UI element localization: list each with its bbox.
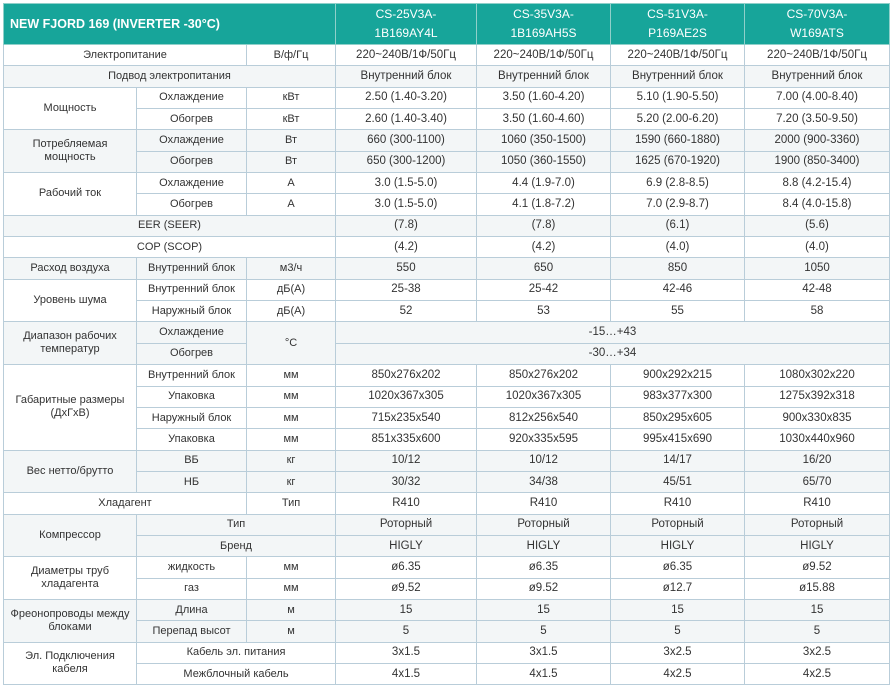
value-cell: (6.1) [611,215,745,236]
table-row [4,493,890,514]
table-row [4,514,890,535]
model-line2: P169AE2S [648,26,707,40]
table-row [4,386,890,407]
value-cell: 15 [611,599,745,620]
sub-label: Длина [137,599,247,620]
value-cell: 15 [477,599,611,620]
value-cell: 4x1.5 [336,663,477,684]
value-cell: 52 [336,301,477,322]
value-cell: 650 (300-1200) [336,151,477,172]
table-row [4,471,890,492]
row-label: EER (SEER) [4,215,336,236]
table-row [4,599,890,620]
row-label: Рабочий ток [4,173,137,216]
unit-cell: А [247,173,336,194]
sub-label: Обогрев [137,109,247,130]
value-cell: 1020x367x305 [477,386,611,407]
value-cell: 5 [745,621,890,642]
row-label: Габаритные размеры (ДхГхВ) [4,365,137,450]
table-row [4,173,890,194]
value-cell: 4x1.5 [477,663,611,684]
unit-cell: кг [247,450,336,471]
model-header [611,4,745,45]
value-cell: 850x295x605 [611,407,745,428]
table-row [4,66,890,87]
value-cell: 920x335x595 [477,429,611,450]
value-cell: 1080x302x220 [745,365,890,386]
value-cell: Роторный [611,514,745,535]
value-cell: 2.50 (1.40-3.20) [336,87,477,108]
table-row [4,215,890,236]
unit-cell: мм [247,407,336,428]
row-label: Потребляемая мощность [4,130,137,173]
value-cell: 4.4 (1.9-7.0) [477,173,611,194]
value-cell: 900x292x215 [611,365,745,386]
row-label: Эл. Подключения кабеля [4,642,137,685]
value-cell: 7.00 (4.00-8.40) [745,87,890,108]
value-cell: 220~240В/1Ф/50Гц [745,45,890,66]
value-cell: ø6.35 [477,557,611,578]
unit-cell: дБ(А) [247,301,336,322]
value-cell: (7.8) [336,215,477,236]
value-cell: 660 (300-1100) [336,130,477,151]
sub-label: НБ [137,471,247,492]
sub-label: Тип [137,514,336,535]
value-cell: Роторный [745,514,890,535]
row-label: Подвод электропитания [4,66,336,87]
row-label: Хладагент [4,493,247,514]
value-cell: 850x276x202 [336,365,477,386]
value-cell: 812x256x540 [477,407,611,428]
model-header [477,4,611,45]
table-row [4,130,890,151]
table-row [4,535,890,556]
value-cell: -15…+43 [336,322,890,343]
value-cell: 4x2.5 [745,663,890,684]
model-header [745,4,890,45]
row-label: Расход воздуха [4,258,137,279]
value-cell: HIGLY [477,535,611,556]
sub-label: Обогрев [137,151,247,172]
unit-cell: мм [247,557,336,578]
table-row [4,450,890,471]
table-row [4,407,890,428]
value-cell: 850 [611,258,745,279]
value-cell: R410 [745,493,890,514]
unit-cell: мм [247,578,336,599]
value-cell: R410 [336,493,477,514]
unit-cell: А [247,194,336,215]
value-cell: 1060 (350-1500) [477,130,611,151]
table-row [4,109,890,130]
value-cell: Внутренний блок [336,66,477,87]
value-cell: 15 [745,599,890,620]
unit-cell: м [247,621,336,642]
value-cell: 3x1.5 [477,642,611,663]
table-row [4,557,890,578]
value-cell: 995x415x690 [611,429,745,450]
sub-label: Бренд [137,535,336,556]
value-cell: 1275x392x318 [745,386,890,407]
model-line1: CS-51V3A- [647,7,708,21]
value-cell: 3x2.5 [611,642,745,663]
unit-cell: кг [247,471,336,492]
row-label: Вес нетто/брутто [4,450,137,493]
value-cell: ø6.35 [336,557,477,578]
value-cell: 715x235x540 [336,407,477,428]
unit-cell: В/ф/Гц [247,45,336,66]
value-cell: 15 [336,599,477,620]
table-row [4,279,890,300]
value-cell: 900x330x835 [745,407,890,428]
sub-label: Упаковка [137,429,247,450]
unit-cell: кВт [247,87,336,108]
model-line2: W169ATS [790,26,844,40]
value-cell: (5.6) [745,215,890,236]
table-row [4,343,890,364]
value-cell: 53 [477,301,611,322]
value-cell: ø12.7 [611,578,745,599]
value-cell: Внутренний блок [611,66,745,87]
value-cell: ø9.52 [745,557,890,578]
row-label: Электропитание [4,45,247,66]
value-cell: 220~240В/1Ф/50Гц [611,45,745,66]
value-cell: (4.2) [477,237,611,258]
table-row [4,663,890,684]
value-cell: 2.60 (1.40-3.40) [336,109,477,130]
unit-cell: мм [247,365,336,386]
value-cell: Внутренний блок [745,66,890,87]
model-header [336,4,477,45]
sub-label: Наружный блок [137,301,247,322]
table-row [4,151,890,172]
value-cell: HIGLY [336,535,477,556]
value-cell: 3.0 (1.5-5.0) [336,173,477,194]
value-cell: ø9.52 [336,578,477,599]
row-label: Фреонопроводы между блоками [4,599,137,642]
value-cell: 220~240В/1Ф/50Гц [336,45,477,66]
sub-label: Перепад высот [137,621,247,642]
spec-table [3,3,890,685]
value-cell: 42-46 [611,279,745,300]
value-cell: 983x377x300 [611,386,745,407]
value-cell: 34/38 [477,471,611,492]
value-cell: ø15.88 [745,578,890,599]
sub-label: Охлаждение [137,173,247,194]
table-row [4,578,890,599]
value-cell: 5 [336,621,477,642]
value-cell: 4.1 (1.8-7.2) [477,194,611,215]
value-cell: 25-38 [336,279,477,300]
value-cell: HIGLY [611,535,745,556]
value-cell: 1590 (660-1880) [611,130,745,151]
header-row [4,4,890,45]
value-cell: 7.20 (3.50-9.50) [745,109,890,130]
value-cell: 550 [336,258,477,279]
value-cell: ø6.35 [611,557,745,578]
table-row [4,258,890,279]
model-line2: 1B169AH5S [510,26,577,40]
value-cell: R410 [611,493,745,514]
value-cell: 5 [477,621,611,642]
sub-label: Наружный блок [137,407,247,428]
sub-label: Охлаждение [137,322,247,343]
unit-cell: мм [247,386,336,407]
table-row [4,642,890,663]
value-cell: 45/51 [611,471,745,492]
sub-label: Внутренний блок [137,279,247,300]
sub-label: Охлаждение [137,87,247,108]
value-cell: 3.0 (1.5-5.0) [336,194,477,215]
value-cell: (4.0) [611,237,745,258]
value-cell: 4x2.5 [611,663,745,684]
unit-cell: Вт [247,130,336,151]
value-cell: 6.9 (2.8-8.5) [611,173,745,194]
table-row [4,45,890,66]
table-row [4,621,890,642]
sub-label: Упаковка [137,386,247,407]
sub-label: Кабель эл. питания [137,642,336,663]
table-row [4,301,890,322]
value-cell: 8.4 (4.0-15.8) [745,194,890,215]
value-cell: 3.50 (1.60-4.60) [477,109,611,130]
value-cell: 7.0 (2.9-8.7) [611,194,745,215]
value-cell: 1030x440x960 [745,429,890,450]
row-label: Компрессор [4,514,137,557]
value-cell: R410 [477,493,611,514]
unit-cell: дБ(А) [247,279,336,300]
value-cell: 55 [611,301,745,322]
sub-label: Обогрев [137,343,247,364]
model-line1: CS-35V3A- [513,7,574,21]
value-cell: 5 [611,621,745,642]
model-line1: CS-25V3A- [375,7,437,21]
value-cell: 851x335x600 [336,429,477,450]
value-cell: 650 [477,258,611,279]
value-cell: 25-42 [477,279,611,300]
value-cell: 8.8 (4.2-15.4) [745,173,890,194]
sub-label: Охлаждение [137,130,247,151]
model-line2: 1B169AY4L [374,26,438,40]
value-cell: ø9.52 [477,578,611,599]
value-cell: -30…+34 [336,343,890,364]
value-cell: 1625 (670-1920) [611,151,745,172]
sub-label: Внутренний блок [137,258,247,279]
sub-label: газ [137,578,247,599]
value-cell: 65/70 [745,471,890,492]
sub-label: Межблочный кабель [137,663,336,684]
value-cell: 1050 [745,258,890,279]
sub-label: ВБ [137,450,247,471]
value-cell: 3.50 (1.60-4.20) [477,87,611,108]
value-cell: 5.10 (1.90-5.50) [611,87,745,108]
value-cell: 3x1.5 [336,642,477,663]
value-cell: 58 [745,301,890,322]
table-row [4,322,890,343]
row-label: Мощность [4,87,137,130]
row-label: Диаметры труб хладагента [4,557,137,600]
value-cell: 1900 (850-3400) [745,151,890,172]
value-cell: 14/17 [611,450,745,471]
unit-cell: мм [247,429,336,450]
row-label: Уровень шума [4,279,137,322]
table-row [4,365,890,386]
table-row [4,237,890,258]
unit-cell: Вт [247,151,336,172]
value-cell: (7.8) [477,215,611,236]
row-label: COP (SCOP) [4,237,336,258]
sub-label: Внутренний блок [137,365,247,386]
sub-label: Обогрев [137,194,247,215]
value-cell: 10/12 [477,450,611,471]
value-cell: 5.20 (2.00-6.20) [611,109,745,130]
value-cell: (4.2) [336,237,477,258]
sub-label: жидкость [137,557,247,578]
value-cell: 220~240В/1Ф/50Гц [477,45,611,66]
value-cell: Роторный [477,514,611,535]
row-label: Диапазон рабочих температур [4,322,137,365]
unit-cell: °С [247,322,336,365]
table-row [4,87,890,108]
unit-cell: м3/ч [247,258,336,279]
table-title: NEW FJORD 169 (INVERTER -30°C) [4,4,336,45]
value-cell: 42-48 [745,279,890,300]
value-cell: 3x2.5 [745,642,890,663]
value-cell: Внутренний блок [477,66,611,87]
table-row [4,194,890,215]
table-row [4,429,890,450]
value-cell: HIGLY [745,535,890,556]
unit-cell: Тип [247,493,336,514]
value-cell: 850x276x202 [477,365,611,386]
value-cell: 2000 (900-3360) [745,130,890,151]
value-cell: 10/12 [336,450,477,471]
model-line1: CS-70V3A- [786,7,848,21]
value-cell: 1020x367x305 [336,386,477,407]
value-cell: 1050 (360-1550) [477,151,611,172]
value-cell: 16/20 [745,450,890,471]
value-cell: 30/32 [336,471,477,492]
unit-cell: м [247,599,336,620]
unit-cell: кВт [247,109,336,130]
value-cell: Роторный [336,514,477,535]
value-cell: (4.0) [745,237,890,258]
